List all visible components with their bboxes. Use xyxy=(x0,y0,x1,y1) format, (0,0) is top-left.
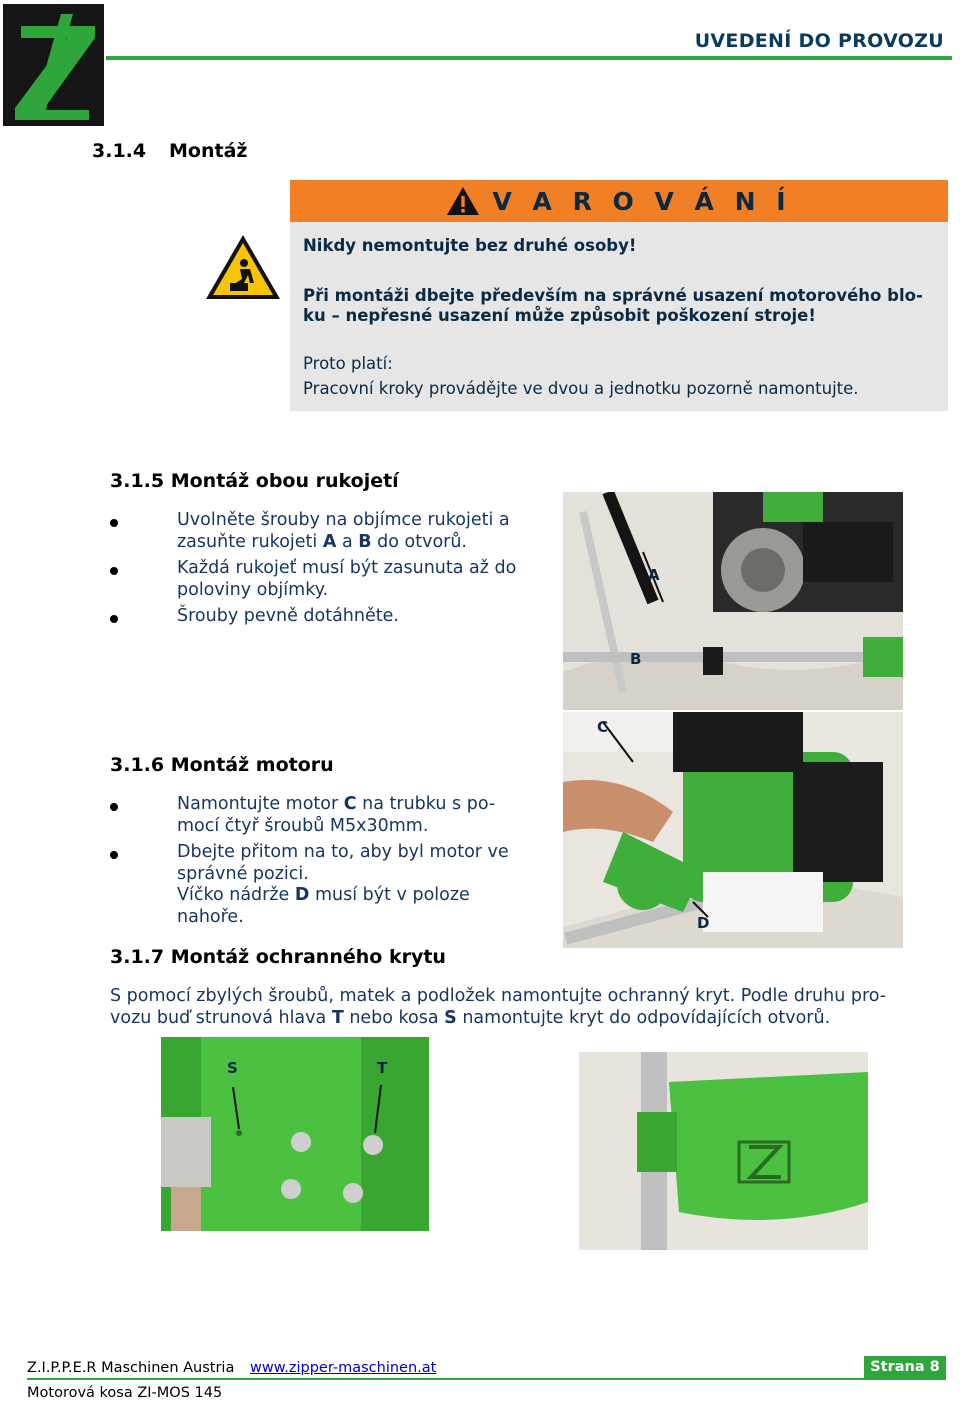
warning-heading: V A R O V Á N Í xyxy=(492,186,792,216)
motor-photo-illustration xyxy=(563,712,903,948)
text-fragment: namontujte kryt do odpovídajících otvorů. xyxy=(456,1008,831,1028)
section-315-b1b xyxy=(177,532,467,553)
photo-guard-holes xyxy=(161,1037,429,1231)
section-317-p2 xyxy=(110,1008,950,1029)
section-316-b1b: mocí čtyř šroubů M5x30mm. xyxy=(177,816,429,836)
section-315-b1a: Uvolněte šrouby na objímce rukojeti a xyxy=(177,510,510,530)
label-d: D xyxy=(294,885,310,905)
section-315-title: 3.1.5 Montáž obou rukojetí xyxy=(110,470,399,492)
warning-line-4: Pracovní kroky provádějte ve dvou a jednotku pozorně namontujte. xyxy=(303,379,859,398)
warning-line-3: Proto platí: xyxy=(303,354,393,373)
warning-body xyxy=(290,222,948,411)
text-fragment: zasuňte rukojeti xyxy=(177,532,323,552)
footer-company: Z.I.P.P.E.R Maschinen Austria xyxy=(27,1360,235,1376)
photo-label-a: A xyxy=(648,566,660,584)
section-316-title: 3.1.6 Montáž motoru xyxy=(110,754,334,776)
photo-label-b: B xyxy=(630,650,642,668)
text-fragment: do otvorů. xyxy=(371,532,467,552)
bullet xyxy=(110,851,118,859)
zipper-logo-icon xyxy=(3,4,104,126)
photo-label-s: S xyxy=(227,1059,238,1077)
footer-page-number: Strana 8 xyxy=(864,1356,946,1378)
text-fragment: a xyxy=(336,532,359,552)
label-a: A xyxy=(322,532,337,552)
photo-handles xyxy=(563,492,903,710)
text-fragment: Namontujte motor xyxy=(177,794,344,814)
label-s: S xyxy=(444,1008,457,1028)
section-314-number: 3.1.4 xyxy=(92,140,147,162)
warning-two-person-sign xyxy=(204,233,282,301)
section-316-b2d: nahoře. xyxy=(177,907,244,927)
section-314-title: Montáž xyxy=(169,140,248,162)
label-t: T xyxy=(331,1008,344,1028)
text-fragment: nebo kosa xyxy=(343,1008,445,1028)
photo-label-c: C xyxy=(597,718,609,736)
section-316-b2a: Dbejte přitom na to, aby byl motor ve xyxy=(177,842,509,862)
text-fragment: na trubku s po- xyxy=(356,794,496,814)
label-c: C xyxy=(343,794,357,814)
bullet xyxy=(110,803,118,811)
text-fragment: vozu buď strunová hlava xyxy=(110,1008,332,1028)
section-317-p1: S pomocí zbylých šroubů, matek a podložek namontujte ochranný kryt. Podle druhu pro- xyxy=(110,986,887,1006)
photo-label-d: D xyxy=(697,914,710,932)
warning-line-2b: ku – nepřesné usazení může způsobit poškození stroje! xyxy=(303,306,816,325)
section-315-b3: Šrouby pevně dotáhněte. xyxy=(177,606,399,626)
section-316-b2c xyxy=(177,885,470,906)
two-person-lift-icon xyxy=(204,233,282,301)
zipper-logo xyxy=(3,4,104,126)
footer-website-link[interactable]: www.zipper-maschinen.at xyxy=(250,1360,437,1376)
section-315-b2a: Každá rukojeť musí být zasunuta až do xyxy=(177,558,517,578)
bullet xyxy=(110,567,118,575)
footer-model: Motorová kosa ZI-MOS 145 xyxy=(27,1385,223,1401)
warning-line-2a: Při montáži dbejte především na správné usazení motorového blo- xyxy=(303,286,923,305)
warning-triangle-icon xyxy=(446,186,480,216)
section-316-b2b: správné pozici. xyxy=(177,864,309,884)
bullet xyxy=(110,615,118,623)
guard-holes-photo-illustration xyxy=(161,1037,429,1231)
photo-guard xyxy=(579,1052,868,1250)
footer-rule xyxy=(27,1378,946,1380)
photo-label-t: T xyxy=(377,1059,388,1077)
text-fragment: Víčko nádrže xyxy=(177,885,295,905)
warning-line-1: Nikdy nemontujte bez druhé osoby! xyxy=(303,236,637,255)
section-315-b2b: poloviny objímky. xyxy=(177,580,329,600)
bullet xyxy=(110,519,118,527)
text-fragment: musí být v poloze xyxy=(309,885,470,905)
warning-header xyxy=(290,180,948,222)
guard-photo-illustration xyxy=(579,1052,868,1250)
label-b: B xyxy=(358,532,372,552)
header-rule xyxy=(106,56,952,60)
page-header-title: UVEDENÍ DO PROVOZU xyxy=(694,30,944,52)
handles-photo-illustration xyxy=(563,492,903,710)
section-316-b1a xyxy=(177,794,495,815)
section-317-title: 3.1.7 Montáž ochranného krytu xyxy=(110,946,446,968)
photo-motor xyxy=(563,712,903,948)
